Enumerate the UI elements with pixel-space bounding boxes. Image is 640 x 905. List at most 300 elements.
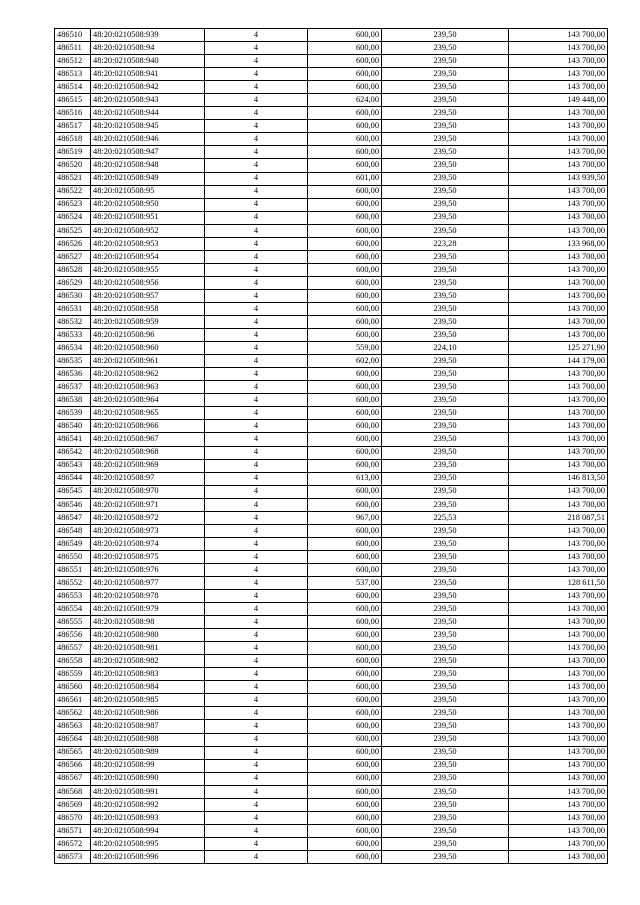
category-cell: 4	[205, 394, 308, 407]
specific-value-cell: 239,50	[382, 329, 509, 342]
cadastral-number-cell: 48:20:0210508:953	[91, 237, 205, 250]
area-cell: 600,00	[308, 837, 382, 850]
cadastral-value-cell: 143 700,00	[509, 681, 608, 694]
area-cell: 600,00	[308, 159, 382, 172]
category-cell: 4	[205, 55, 308, 68]
specific-value-cell: 239,50	[382, 94, 509, 107]
table-row	[55, 224, 608, 237]
area-cell: 600,00	[308, 198, 382, 211]
cadastral-number-cell: 48:20:0210508:968	[91, 446, 205, 459]
cadastral-number-cell: 48:20:0210508:991	[91, 785, 205, 798]
cadastral-value-cell: 143 700,00	[509, 42, 608, 55]
cadastral-number-cell: 48:20:0210508:978	[91, 590, 205, 603]
row-number-cell: 486523	[55, 198, 91, 211]
area-cell: 600,00	[308, 407, 382, 420]
row-number-cell: 486539	[55, 407, 91, 420]
cadastral-value-cell: 143 939,50	[509, 172, 608, 185]
row-number-cell: 486525	[55, 224, 91, 237]
cadastral-value-cell: 143 700,00	[509, 694, 608, 707]
table-row	[55, 146, 608, 159]
specific-value-cell: 239,50	[382, 172, 509, 185]
cadastral-number-cell: 48:20:0210508:974	[91, 537, 205, 550]
category-cell: 4	[205, 837, 308, 850]
area-cell: 600,00	[308, 211, 382, 224]
cadastral-number-cell: 48:20:0210508:966	[91, 420, 205, 433]
row-number-cell: 486545	[55, 485, 91, 498]
cadastral-number-cell: 48:20:0210508:952	[91, 224, 205, 237]
cadastral-number-cell: 48:20:0210508:945	[91, 120, 205, 133]
row-number-cell: 486561	[55, 694, 91, 707]
specific-value-cell: 223,28	[382, 237, 509, 250]
cadastral-number-cell: 48:20:0210508:947	[91, 146, 205, 159]
table-row	[55, 798, 608, 811]
row-number-cell: 486562	[55, 707, 91, 720]
specific-value-cell: 239,50	[382, 68, 509, 81]
specific-value-cell: 239,50	[382, 707, 509, 720]
cadastral-value-cell: 143 700,00	[509, 485, 608, 498]
cadastral-number-cell: 48:20:0210508:980	[91, 629, 205, 642]
category-cell: 4	[205, 355, 308, 368]
row-number-cell: 486553	[55, 590, 91, 603]
category-cell: 4	[205, 642, 308, 655]
area-cell: 600,00	[308, 381, 382, 394]
specific-value-cell: 239,50	[382, 772, 509, 785]
cadastral-number-cell: 48:20:0210508:94	[91, 42, 205, 55]
category-cell: 4	[205, 29, 308, 42]
specific-value-cell: 239,50	[382, 185, 509, 198]
specific-value-cell: 239,50	[382, 785, 509, 798]
row-number-cell: 486531	[55, 302, 91, 315]
specific-value-cell: 239,50	[382, 198, 509, 211]
specific-value-cell: 239,50	[382, 263, 509, 276]
table-row	[55, 707, 608, 720]
row-number-cell: 486570	[55, 811, 91, 824]
category-cell: 4	[205, 68, 308, 81]
area-cell: 600,00	[308, 237, 382, 250]
category-cell: 4	[205, 185, 308, 198]
area-cell: 600,00	[308, 537, 382, 550]
area-cell: 600,00	[308, 563, 382, 576]
row-number-cell: 486537	[55, 381, 91, 394]
table-row	[55, 459, 608, 472]
row-number-cell: 486511	[55, 42, 91, 55]
area-cell: 600,00	[308, 302, 382, 315]
cadastral-value-cell: 143 700,00	[509, 837, 608, 850]
row-number-cell: 486541	[55, 433, 91, 446]
cadastral-number-cell: 48:20:0210508:960	[91, 342, 205, 355]
category-cell: 4	[205, 798, 308, 811]
area-cell: 600,00	[308, 707, 382, 720]
table-row	[55, 472, 608, 485]
cadastral-value-cell: 143 700,00	[509, 211, 608, 224]
row-number-cell: 486528	[55, 263, 91, 276]
cadastral-value-cell: 143 700,00	[509, 433, 608, 446]
cadastral-value-cell: 143 700,00	[509, 250, 608, 263]
category-cell: 4	[205, 224, 308, 237]
cadastral-number-cell: 48:20:0210508:973	[91, 524, 205, 537]
table-row	[55, 537, 608, 550]
table-row	[55, 576, 608, 589]
cadastral-number-cell: 48:20:0210508:990	[91, 772, 205, 785]
cadastral-number-cell: 48:20:0210508:939	[91, 29, 205, 42]
cadastral-number-cell: 48:20:0210508:986	[91, 707, 205, 720]
cadastral-value-cell: 143 700,00	[509, 198, 608, 211]
row-number-cell: 486517	[55, 120, 91, 133]
category-cell: 4	[205, 302, 308, 315]
cadastral-value-cell: 143 700,00	[509, 707, 608, 720]
specific-value-cell: 239,50	[382, 355, 509, 368]
cadastral-value-cell: 143 700,00	[509, 29, 608, 42]
table-row	[55, 446, 608, 459]
table-row	[55, 250, 608, 263]
area-cell: 600,00	[308, 433, 382, 446]
cadastral-value-cell: 143 700,00	[509, 603, 608, 616]
category-cell: 4	[205, 550, 308, 563]
category-cell: 4	[205, 316, 308, 329]
area-cell: 600,00	[308, 81, 382, 94]
specific-value-cell: 239,50	[382, 433, 509, 446]
area-cell: 600,00	[308, 289, 382, 302]
table-row	[55, 368, 608, 381]
cadastral-number-cell: 48:20:0210508:951	[91, 211, 205, 224]
row-number-cell: 486548	[55, 524, 91, 537]
category-cell: 4	[205, 250, 308, 263]
area-cell: 600,00	[308, 120, 382, 133]
cadastral-value-cell: 143 700,00	[509, 720, 608, 733]
category-cell: 4	[205, 159, 308, 172]
area-cell: 600,00	[308, 759, 382, 772]
cadastral-value-cell: 146 813,50	[509, 472, 608, 485]
category-cell: 4	[205, 668, 308, 681]
specific-value-cell: 239,50	[382, 289, 509, 302]
table-row	[55, 68, 608, 81]
category-cell: 4	[205, 563, 308, 576]
specific-value-cell: 239,50	[382, 629, 509, 642]
cadastral-number-cell: 48:20:0210508:948	[91, 159, 205, 172]
row-number-cell: 486560	[55, 681, 91, 694]
table-row	[55, 289, 608, 302]
category-cell: 4	[205, 590, 308, 603]
area-cell: 600,00	[308, 733, 382, 746]
specific-value-cell: 239,50	[382, 120, 509, 133]
row-number-cell: 486544	[55, 472, 91, 485]
row-number-cell: 486540	[55, 420, 91, 433]
row-number-cell: 486524	[55, 211, 91, 224]
cadastral-value-cell: 143 700,00	[509, 446, 608, 459]
row-number-cell: 486569	[55, 798, 91, 811]
category-cell: 4	[205, 81, 308, 94]
cadastral-number-cell: 48:20:0210508:963	[91, 381, 205, 394]
cadastral-value-cell: 143 700,00	[509, 629, 608, 642]
row-number-cell: 486532	[55, 316, 91, 329]
area-cell: 600,00	[308, 42, 382, 55]
cadastral-number-cell: 48:20:0210508:961	[91, 355, 205, 368]
cadastral-number-cell: 48:20:0210508:985	[91, 694, 205, 707]
category-cell: 4	[205, 811, 308, 824]
specific-value-cell: 239,50	[382, 381, 509, 394]
table-row	[55, 511, 608, 524]
cadastral-number-cell: 48:20:0210508:987	[91, 720, 205, 733]
table-row	[55, 485, 608, 498]
category-cell: 4	[205, 850, 308, 863]
specific-value-cell: 239,50	[382, 616, 509, 629]
cadastral-value-cell: 143 700,00	[509, 459, 608, 472]
table-row	[55, 342, 608, 355]
cadastral-number-cell: 48:20:0210508:994	[91, 824, 205, 837]
specific-value-cell: 224,10	[382, 342, 509, 355]
area-cell: 600,00	[308, 629, 382, 642]
area-cell: 600,00	[308, 420, 382, 433]
category-cell: 4	[205, 120, 308, 133]
specific-value-cell: 225,53	[382, 511, 509, 524]
row-number-cell: 486559	[55, 668, 91, 681]
table-row	[55, 276, 608, 289]
category-cell: 4	[205, 576, 308, 589]
row-number-cell: 486526	[55, 237, 91, 250]
category-cell: 4	[205, 655, 308, 668]
row-number-cell: 486547	[55, 511, 91, 524]
specific-value-cell: 239,50	[382, 159, 509, 172]
category-cell: 4	[205, 198, 308, 211]
area-cell: 600,00	[308, 616, 382, 629]
area-cell: 601,00	[308, 172, 382, 185]
cadastral-number-cell: 48:20:0210508:97	[91, 472, 205, 485]
cadastral-value-cell: 143 700,00	[509, 850, 608, 863]
specific-value-cell: 239,50	[382, 498, 509, 511]
table-row	[55, 120, 608, 133]
specific-value-cell: 239,50	[382, 850, 509, 863]
cadastral-number-cell: 48:20:0210508:979	[91, 603, 205, 616]
area-cell: 600,00	[308, 250, 382, 263]
area-cell: 600,00	[308, 498, 382, 511]
cadastral-value-cell: 143 700,00	[509, 524, 608, 537]
cadastral-value-cell: 143 700,00	[509, 120, 608, 133]
cadastral-number-cell: 48:20:0210508:965	[91, 407, 205, 420]
cadastral-value-cell: 218 087,51	[509, 511, 608, 524]
area-cell: 600,00	[308, 224, 382, 237]
row-number-cell: 486543	[55, 459, 91, 472]
cadastral-value-cell: 143 700,00	[509, 224, 608, 237]
cadastral-value-cell: 143 700,00	[509, 263, 608, 276]
table-row	[55, 746, 608, 759]
specific-value-cell: 239,50	[382, 211, 509, 224]
row-number-cell: 486534	[55, 342, 91, 355]
cadastral-value-cell: 128 611,50	[509, 576, 608, 589]
row-number-cell: 486520	[55, 159, 91, 172]
area-cell: 600,00	[308, 694, 382, 707]
category-cell: 4	[205, 511, 308, 524]
category-cell: 4	[205, 772, 308, 785]
category-cell: 4	[205, 498, 308, 511]
cadastral-value-cell: 143 700,00	[509, 590, 608, 603]
category-cell: 4	[205, 524, 308, 537]
area-cell: 600,00	[308, 603, 382, 616]
table-row	[55, 785, 608, 798]
specific-value-cell: 239,50	[382, 394, 509, 407]
cadastral-value-cell: 143 700,00	[509, 550, 608, 563]
table-row	[55, 824, 608, 837]
row-number-cell: 486573	[55, 850, 91, 863]
area-cell: 600,00	[308, 668, 382, 681]
cadastral-value-cell: 149 448,00	[509, 94, 608, 107]
specific-value-cell: 239,50	[382, 733, 509, 746]
cadastral-value-cell: 143 700,00	[509, 368, 608, 381]
area-cell: 600,00	[308, 146, 382, 159]
category-cell: 4	[205, 263, 308, 276]
table-row	[55, 837, 608, 850]
category-cell: 4	[205, 785, 308, 798]
cadastral-number-cell: 48:20:0210508:975	[91, 550, 205, 563]
cadastral-value-cell: 143 700,00	[509, 289, 608, 302]
row-number-cell: 486556	[55, 629, 91, 642]
area-cell: 600,00	[308, 772, 382, 785]
row-number-cell: 486522	[55, 185, 91, 198]
cadastral-number-cell: 48:20:0210508:962	[91, 368, 205, 381]
area-cell: 600,00	[308, 720, 382, 733]
row-number-cell: 486558	[55, 655, 91, 668]
row-number-cell: 486550	[55, 550, 91, 563]
category-cell: 4	[205, 459, 308, 472]
row-number-cell: 486546	[55, 498, 91, 511]
category-cell: 4	[205, 407, 308, 420]
category-cell: 4	[205, 42, 308, 55]
table-row	[55, 850, 608, 863]
cadastral-value-cell: 143 700,00	[509, 759, 608, 772]
category-cell: 4	[205, 616, 308, 629]
table-row	[55, 603, 608, 616]
cadastral-number-cell: 48:20:0210508:96	[91, 329, 205, 342]
specific-value-cell: 239,50	[382, 668, 509, 681]
specific-value-cell: 239,50	[382, 472, 509, 485]
row-number-cell: 486516	[55, 107, 91, 120]
row-number-cell: 486551	[55, 563, 91, 576]
cadastral-value-cell: 143 700,00	[509, 394, 608, 407]
cadastral-value-cell: 143 700,00	[509, 772, 608, 785]
cadastral-number-cell: 48:20:0210508:981	[91, 642, 205, 655]
category-cell: 4	[205, 629, 308, 642]
row-number-cell: 486552	[55, 576, 91, 589]
cadastral-value-cell: 143 700,00	[509, 655, 608, 668]
category-cell: 4	[205, 342, 308, 355]
specific-value-cell: 239,50	[382, 642, 509, 655]
table-row	[55, 55, 608, 68]
area-cell: 600,00	[308, 590, 382, 603]
specific-value-cell: 239,50	[382, 420, 509, 433]
row-number-cell: 486512	[55, 55, 91, 68]
row-number-cell: 486566	[55, 759, 91, 772]
category-cell: 4	[205, 694, 308, 707]
table-row	[55, 563, 608, 576]
area-cell: 600,00	[308, 185, 382, 198]
area-cell: 600,00	[308, 263, 382, 276]
specific-value-cell: 239,50	[382, 563, 509, 576]
specific-value-cell: 239,50	[382, 603, 509, 616]
specific-value-cell: 239,50	[382, 524, 509, 537]
row-number-cell: 486513	[55, 68, 91, 81]
area-cell: 600,00	[308, 394, 382, 407]
category-cell: 4	[205, 433, 308, 446]
specific-value-cell: 239,50	[382, 133, 509, 146]
cadastral-number-cell: 48:20:0210508:964	[91, 394, 205, 407]
table-row	[55, 694, 608, 707]
area-cell: 600,00	[308, 316, 382, 329]
cadastral-number-cell: 48:20:0210508:943	[91, 94, 205, 107]
table-row	[55, 498, 608, 511]
table-row	[55, 433, 608, 446]
table-row	[55, 94, 608, 107]
category-cell: 4	[205, 289, 308, 302]
area-cell: 602,00	[308, 355, 382, 368]
area-cell: 600,00	[308, 642, 382, 655]
category-cell: 4	[205, 733, 308, 746]
cadastral-number-cell: 48:20:0210508:977	[91, 576, 205, 589]
table-row	[55, 159, 608, 172]
area-cell: 600,00	[308, 29, 382, 42]
area-cell: 600,00	[308, 824, 382, 837]
area-cell: 600,00	[308, 55, 382, 68]
table-row	[55, 107, 608, 120]
row-number-cell: 486510	[55, 29, 91, 42]
table-row	[55, 642, 608, 655]
table-row	[55, 185, 608, 198]
cadastral-value-cell: 143 700,00	[509, 498, 608, 511]
category-cell: 4	[205, 824, 308, 837]
table-row	[55, 81, 608, 94]
table-row	[55, 616, 608, 629]
row-number-cell: 486549	[55, 537, 91, 550]
area-cell: 600,00	[308, 459, 382, 472]
cadastral-value-cell: 143 700,00	[509, 107, 608, 120]
cadastral-value-cell: 125 271,90	[509, 342, 608, 355]
specific-value-cell: 239,50	[382, 824, 509, 837]
category-cell: 4	[205, 172, 308, 185]
category-cell: 4	[205, 211, 308, 224]
area-cell: 600,00	[308, 811, 382, 824]
cadastral-number-cell: 48:20:0210508:971	[91, 498, 205, 511]
table-row	[55, 590, 608, 603]
table-row	[55, 263, 608, 276]
table-row	[55, 198, 608, 211]
cadastral-number-cell: 48:20:0210508:972	[91, 511, 205, 524]
row-number-cell: 486529	[55, 276, 91, 289]
area-cell: 600,00	[308, 276, 382, 289]
table-row	[55, 211, 608, 224]
area-cell: 600,00	[308, 524, 382, 537]
cadastral-number-cell: 48:20:0210508:988	[91, 733, 205, 746]
table-row	[55, 524, 608, 537]
specific-value-cell: 239,50	[382, 29, 509, 42]
area-cell: 600,00	[308, 133, 382, 146]
cadastral-number-cell: 48:20:0210508:967	[91, 433, 205, 446]
specific-value-cell: 239,50	[382, 811, 509, 824]
specific-value-cell: 239,50	[382, 746, 509, 759]
cadastral-number-cell: 48:20:0210508:944	[91, 107, 205, 120]
specific-value-cell: 239,50	[382, 759, 509, 772]
table-row	[55, 29, 608, 42]
table-row	[55, 381, 608, 394]
category-cell: 4	[205, 276, 308, 289]
cadastral-number-cell: 48:20:0210508:98	[91, 616, 205, 629]
specific-value-cell: 239,50	[382, 446, 509, 459]
row-number-cell: 486567	[55, 772, 91, 785]
specific-value-cell: 239,50	[382, 55, 509, 68]
specific-value-cell: 239,50	[382, 302, 509, 315]
row-number-cell: 486572	[55, 837, 91, 850]
specific-value-cell: 239,50	[382, 146, 509, 159]
row-number-cell: 486514	[55, 81, 91, 94]
category-cell: 4	[205, 329, 308, 342]
cadastral-value-cell: 144 179,00	[509, 355, 608, 368]
